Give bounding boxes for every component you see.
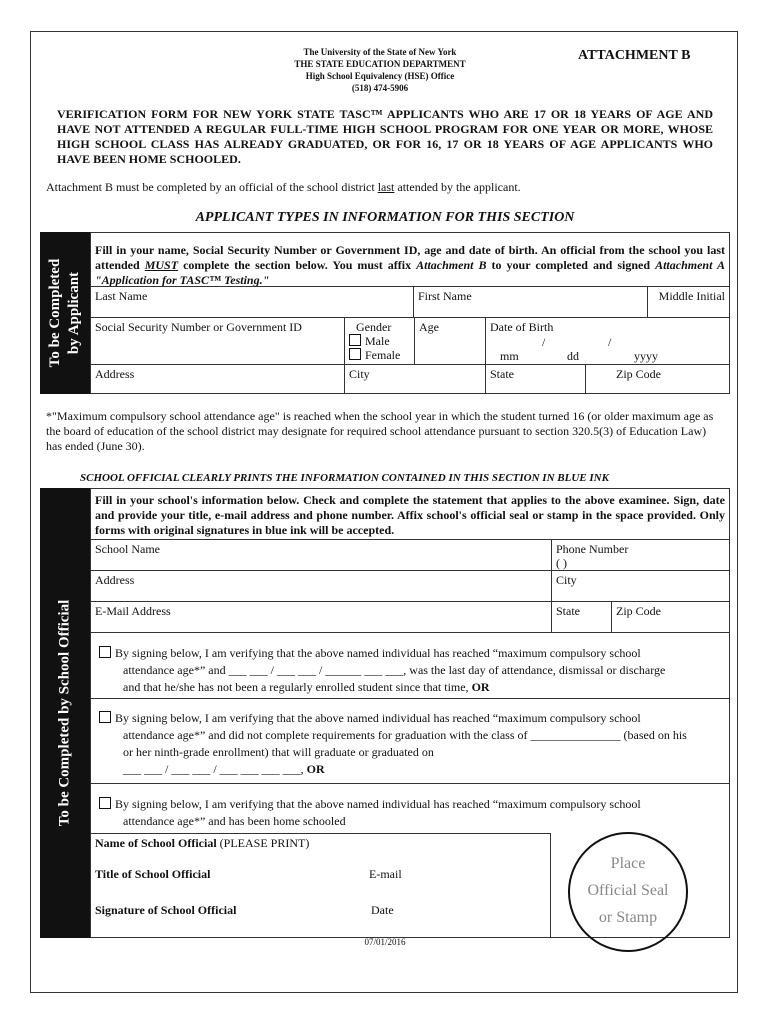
instr-part-2: complete the section below. You must affix (178, 258, 417, 272)
applicant-zip-label: Zip Code (616, 367, 661, 381)
school-email-field[interactable] (91, 601, 551, 632)
last-name-label: Last Name (95, 289, 148, 303)
option-1-line-2: attendance age*” and ___ ___ / ___ ___ / ______ ___ ___, was the last day of attendance, dismissal or discharge (123, 663, 666, 677)
applicant-side-label-1: To be Completed (47, 258, 63, 368)
school-state-label: State (556, 604, 580, 618)
option-1-or: OR (471, 680, 490, 694)
header-line-2: THE STATE EDUCATION DEPARTMENT (294, 59, 466, 69)
applicant-city-field[interactable] (344, 364, 485, 394)
female-checkbox[interactable] (349, 348, 361, 360)
dob-label: Date of Birth (490, 320, 554, 334)
gender-female-option[interactable] (349, 348, 410, 362)
official-date-label: Date (371, 903, 394, 917)
intro-underlined: last (377, 180, 395, 194)
school-name-label: School Name (95, 542, 160, 556)
applicant-city-label: City (349, 367, 370, 381)
dob-yyyy: yyyy (634, 349, 658, 363)
middle-initial-label: Middle Initial (658, 289, 725, 303)
form-title: VERIFICATION FORM FOR NEW YORK STATE TASC™ APPLICANTS WHO ARE 17 OR 18 YEARS OF AGE AND HAVE NOT ATTENDED A REGULAR FULL-TIME HIGH SCHOOL PROGRAM FOR ONE YEAR OR MORE, WHOSE HIGH SCHOOL CLASS HAS ALREADY GRADUATED, OR FOR 16, 17 OR 18 YEARS OF AGE APPLICANTS WHO HAVE BEEN HOME SCHOOLED. (57, 107, 713, 166)
phone-area-code: ( ) (556, 556, 567, 570)
option-2-or: OR (306, 762, 325, 776)
school-zip-field[interactable] (611, 601, 729, 632)
official-instructions: Fill in your school's information below. Check and complete the statement that applies to the above examinee. Sign, date and provide your title, e-mail address and phone number. Affix school's official seal or stamp in the space provided. Only forms with original signatures in blue ink will be accepted. (95, 493, 725, 537)
ssn-field[interactable] (91, 317, 344, 364)
intro-post: attended by the applicant. (394, 180, 521, 194)
compulsory-age-footnote: *"Maximum compulsory school attendance age" is reached when the school year in which the student turned 16 (or older maximum age as the board of education of the school district may designate for required school attendance pursuant to section 320.5(3) of Education Law) has ended (June 30). (46, 409, 714, 453)
attachment-label: ATTACHMENT B (578, 48, 691, 63)
instr-attachment-a: Attachment A "Application for TASC™ Testing." (95, 258, 726, 287)
applicant-section-heading: APPLICANT TYPES IN INFORMATION FOR THIS SECTION (195, 210, 575, 225)
option-2-line-2: attendance age*” and did not complete requirements for graduation with the class of _______________ (based on his (123, 728, 687, 742)
middle-initial-field[interactable] (647, 286, 729, 317)
male-checkbox[interactable] (349, 334, 361, 346)
dob-slash-2: / (608, 335, 612, 349)
first-name-label: First Name (418, 289, 472, 303)
gender-male-option[interactable] (349, 334, 410, 348)
school-city-field[interactable] (551, 570, 729, 601)
school-email-label: E-Mail Address (95, 604, 171, 618)
official-section-heading: SCHOOL OFFICIAL CLEARLY PRINTS THE INFORMATION CONTAINED IN THIS SECTION IN BLUE INK (80, 472, 609, 484)
official-seal-area (568, 832, 688, 952)
applicant-state-field[interactable] (485, 364, 585, 394)
form-date-footer: 07/01/2016 (364, 937, 406, 947)
official-signature-label: Signature of School Official (95, 903, 237, 917)
female-label: Female (365, 348, 401, 362)
applicant-instructions (91, 241, 729, 290)
option-2-checkbox[interactable] (99, 711, 111, 723)
official-email-label: E-mail (369, 867, 402, 881)
gender-field (344, 317, 414, 364)
phone-label: Phone Number (556, 542, 629, 556)
option-1-checkbox[interactable] (99, 646, 111, 658)
instr-attachment-b: Attachment B (416, 258, 487, 272)
department-header (230, 46, 530, 94)
school-city-label: City (556, 573, 577, 587)
age-field[interactable] (414, 317, 485, 364)
option-1-line-1: By signing below, I am verifying that the above named individual has reached “maximum compulsory school (115, 646, 641, 660)
intro-pre: Attachment B must be completed by an official of the school district (46, 180, 378, 194)
first-name-field[interactable] (413, 286, 647, 317)
option-1-line-3: and that he/she has not been a regularly enrolled student since that time, (123, 680, 469, 694)
applicant-address-field[interactable] (91, 364, 344, 394)
school-address-field[interactable] (91, 570, 551, 601)
school-zip-label: Zip Code (616, 604, 661, 618)
dob-slash-1: / (542, 335, 546, 349)
date-of-birth-field[interactable] (485, 317, 729, 364)
option-2-line-4: ___ ___ / ___ ___ / ___ ___ ___ ___, (123, 762, 304, 776)
instr-part-3: to your completed and signed (486, 258, 656, 272)
official-name-label: Name of School Official (95, 836, 217, 850)
intro-text (46, 180, 521, 195)
gender-label: Gender (356, 320, 392, 334)
applicant-side-band (40, 232, 90, 394)
age-label: Age (419, 320, 439, 334)
school-state-field[interactable] (551, 601, 611, 632)
official-name-print: (PLEASE PRINT) (219, 836, 310, 850)
option-2-statement (91, 698, 729, 783)
official-side-band (40, 488, 90, 938)
header-line-1: The University of the State of New York (303, 47, 457, 57)
header-phone: (518) 474-5906 (351, 83, 409, 93)
dob-mm: mm (500, 349, 519, 363)
applicant-zip-field[interactable] (585, 364, 729, 394)
applicant-side-label-2: by Applicant (66, 271, 82, 355)
official-side-label: To be Completed by School Official (56, 599, 73, 827)
applicant-side-label (46, 259, 84, 368)
seal-line-1: Place (610, 855, 646, 872)
header-line-3: High School Equivalency (HSE) Office (305, 71, 455, 81)
school-name-field[interactable] (91, 539, 551, 570)
seal-line-2: Official Seal (587, 882, 669, 899)
last-name-field[interactable] (91, 286, 413, 317)
applicant-box (90, 232, 730, 394)
option-3-checkbox[interactable] (99, 797, 111, 809)
option-1-statement (91, 632, 729, 698)
phone-number-field[interactable] (551, 539, 729, 570)
instr-must: MUST (144, 258, 179, 272)
signature-block (91, 833, 551, 938)
option-3-line-1: By signing below, I am verifying that the above named individual has reached “maximum compulsory school (115, 797, 641, 811)
instr-part-1: Fill in your name, Social Security Number or Government ID, age and date of birth. An official from the school you last attended (95, 243, 725, 272)
option-2-line-3: or her ninth-grade enrollment) that will graduate or graduated on (123, 745, 434, 759)
ssn-label: Social Security Number or Government ID (95, 320, 302, 334)
official-title-label: Title of School Official (95, 867, 211, 881)
applicant-state-label: State (490, 367, 514, 381)
option-3-line-2: attendance age*” and has been home schooled (123, 814, 346, 828)
dob-dd: dd (567, 349, 579, 363)
applicant-address-label: Address (95, 367, 135, 381)
official-name-field[interactable] (95, 836, 546, 851)
option-3-statement (91, 783, 729, 833)
school-address-label: Address (95, 573, 135, 587)
male-label: Male (365, 334, 390, 348)
seal-line-3: or Stamp (598, 909, 658, 926)
option-2-line-1: By signing below, I am verifying that the above named individual has reached “maximum compulsory school (115, 711, 641, 725)
